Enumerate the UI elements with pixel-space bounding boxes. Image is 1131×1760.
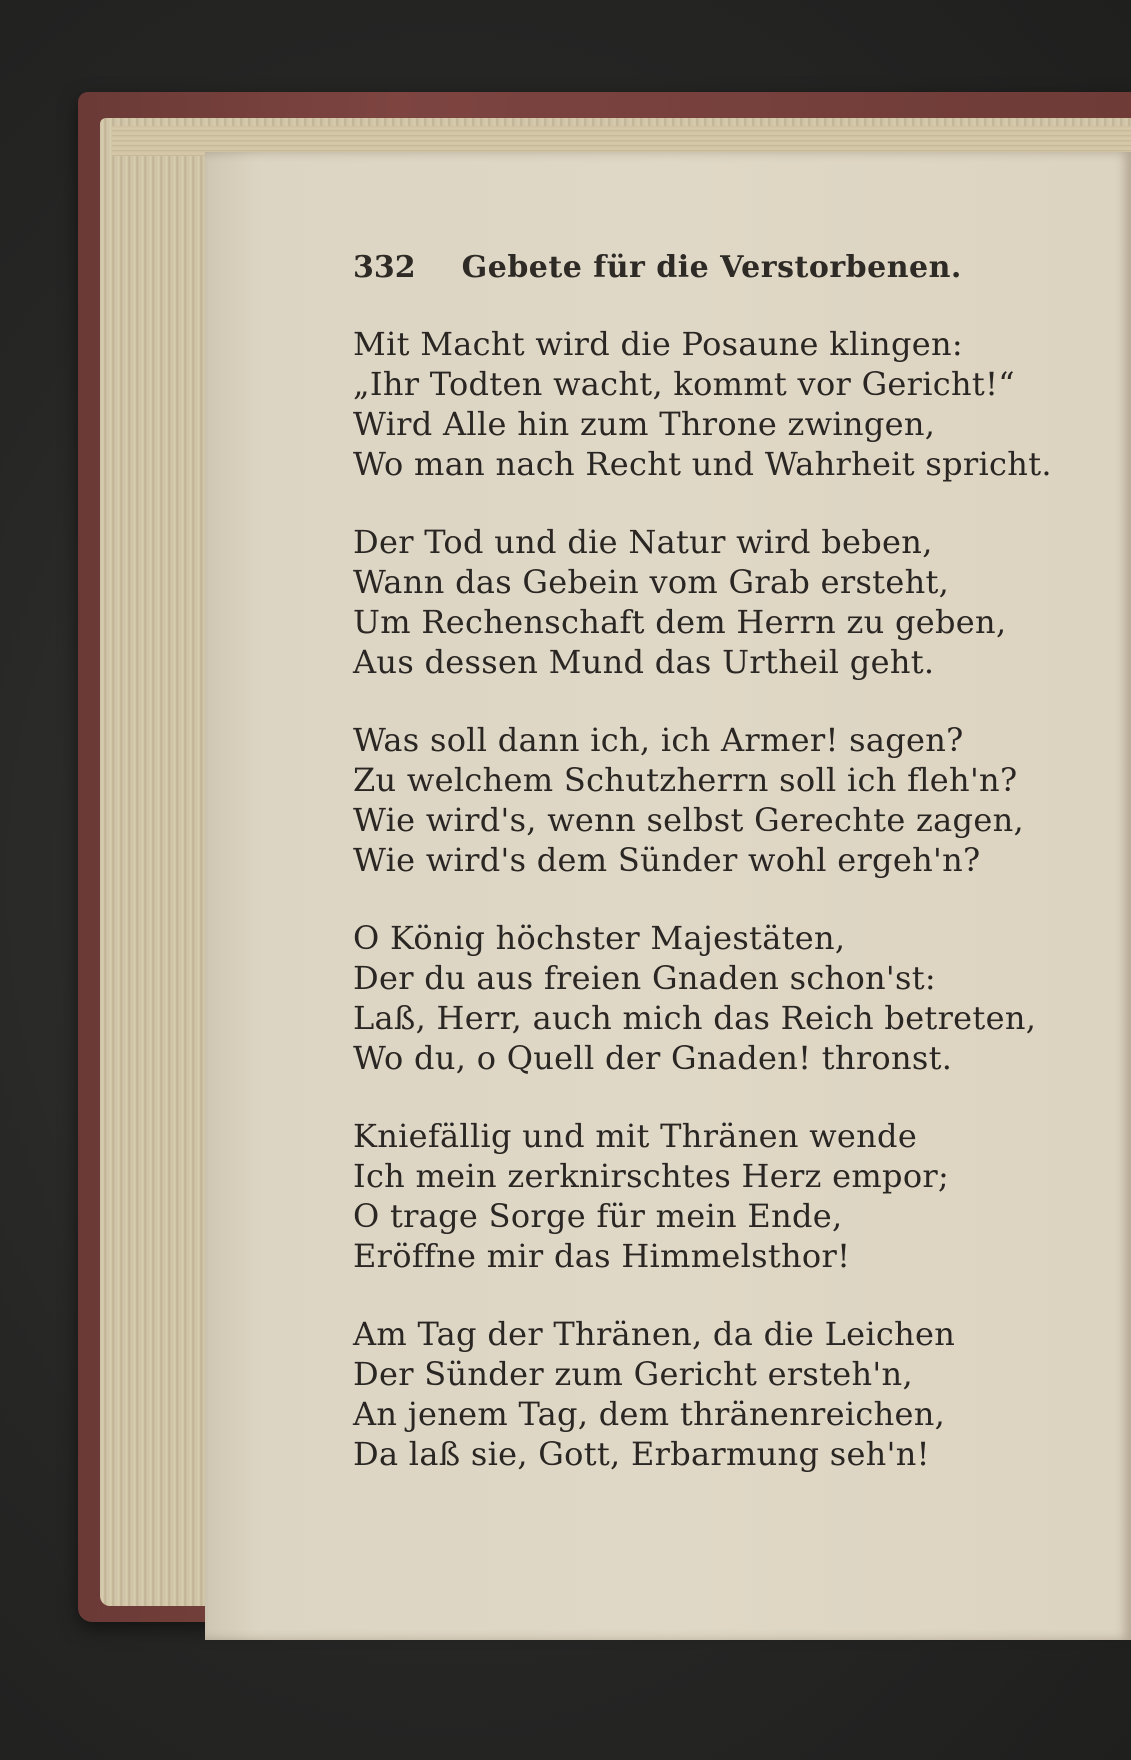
- running-title: Gebete für die Verstorbenen.: [461, 250, 962, 285]
- stanza-6: [353, 1314, 1123, 1474]
- page-number: 332: [353, 250, 416, 285]
- verse-line: Wie wird's, wenn selbst Gerechte zagen,: [353, 801, 1024, 839]
- verse-line: Am Tag der Thränen, da die Leichen: [353, 1315, 956, 1353]
- verse-line: An jenem Tag, dem thränenreichen,: [353, 1395, 946, 1433]
- verse-line: Mit Macht wird die Posaune klingen:: [353, 325, 963, 363]
- verse-line: Aus dessen Mund das Urtheil geht.: [353, 643, 935, 681]
- verse-line: Wie wird's dem Sünder wohl ergeh'n?: [353, 841, 981, 879]
- stanza-1: [353, 324, 1123, 484]
- verse-line: Zu welchem Schutzherrn soll ich fleh'n?: [353, 761, 1018, 799]
- verse-line: Ich mein zerknirschtes Herz empor;: [353, 1157, 950, 1195]
- stanza-4: [353, 918, 1123, 1078]
- verse-line: Wo du, o Quell der Gnaden! thronst.: [353, 1039, 953, 1077]
- verse-line: Um Rechenschaft dem Herrn zu geben,: [353, 603, 1007, 641]
- book-page: [205, 152, 1131, 1640]
- verse-line: Der du aus freien Gnaden schon'st:: [353, 959, 936, 997]
- page-header: [353, 250, 1093, 300]
- stanza-2: [353, 522, 1123, 682]
- stanza-3: [353, 720, 1123, 880]
- verse-line: O trage Sorge für mein Ende,: [353, 1197, 843, 1235]
- poem-text: [353, 324, 1123, 1512]
- verse-line: Laß, Herr, auch mich das Reich betreten,: [353, 999, 1037, 1037]
- verse-line: Was soll dann ich, ich Armer! sagen?: [353, 721, 964, 759]
- verse-line: Der Tod und die Natur wird beben,: [353, 523, 933, 561]
- verse-line: Der Sünder zum Gericht ersteh'n,: [353, 1355, 913, 1393]
- stanza-5: [353, 1116, 1123, 1276]
- verse-line: Kniefällig und mit Thränen wende: [353, 1117, 918, 1155]
- verse-line: O König höchster Majestäten,: [353, 919, 846, 957]
- verse-line: Da laß sie, Gott, Erbarmung seh'n!: [353, 1435, 930, 1473]
- verse-line: Wird Alle hin zum Throne zwingen,: [353, 405, 936, 443]
- verse-line: „Ihr Todten wacht, kommt vor Gericht!“: [353, 365, 1015, 403]
- verse-line: Eröffne mir das Himmelsthor!: [353, 1237, 851, 1275]
- verse-line: Wann das Gebein vom Grab ersteht,: [353, 563, 950, 601]
- verse-line: Wo man nach Recht und Wahrheit spricht.: [353, 445, 1052, 483]
